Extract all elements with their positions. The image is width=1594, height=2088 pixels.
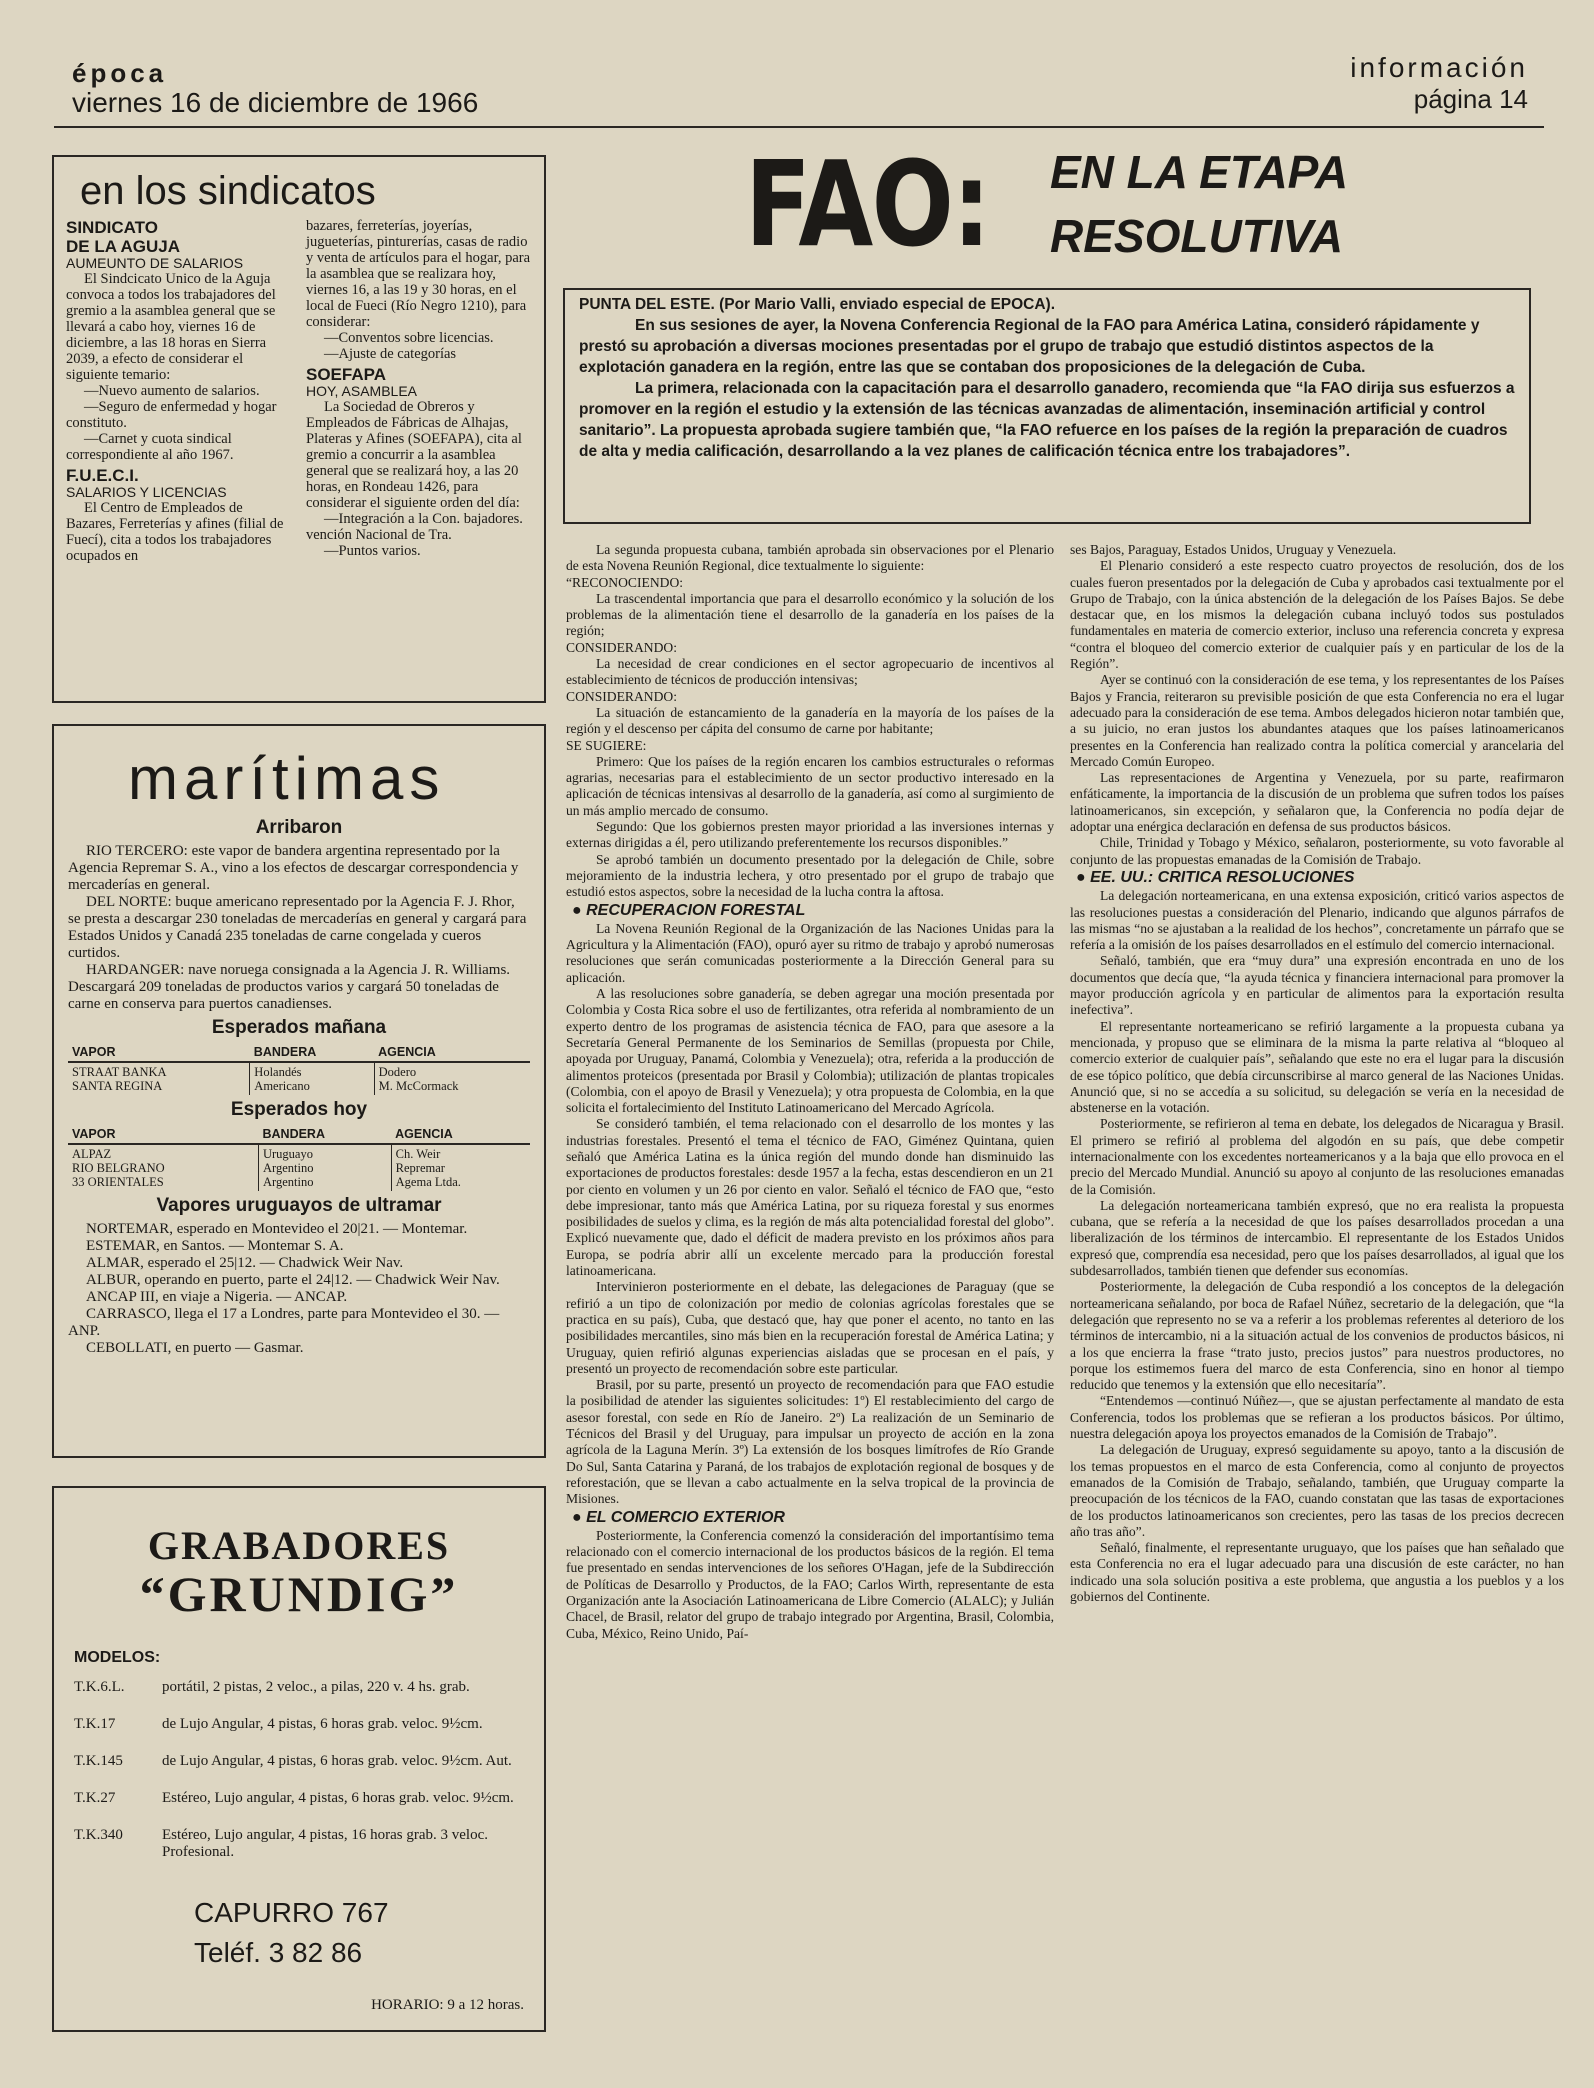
subhead-bullet: ● EL COMERCIO EXTERIOR [572, 1508, 785, 1526]
ultramar-item: NORTEMAR, esperado en Montevideo el 20|21. — Montemar. [86, 1221, 468, 1237]
paragraph: bazares, ferreterías, joyerías, jugueterías, pinturerías, casas de radio y venta de artículos para el hogar, para la asamblea que se realizara hoy, viernes 16, a las 19 y 30 horas, en el local de Fueci (Río Negro 1210), para considerar: [306, 218, 531, 330]
ultramar-list [68, 1221, 530, 1357]
column-header: VAPOR [68, 1043, 250, 1062]
paragraph: SE SUGIERE: [566, 737, 647, 753]
ad-contact [194, 1893, 524, 1973]
esperados-manana-table [68, 1043, 530, 1095]
paragraph: —Integración a la Con. bajadores. [324, 511, 523, 527]
paragraph: El Centro de Empleados de Bazares, Ferreterías y afines (filial de Fuecí), cita a todos los trabajadores ocupados en [66, 500, 284, 564]
paragraph: ses Bajos, Paraguay, Estados Unidos, Uruguay y Venezuela. [1070, 542, 1397, 557]
paragraph: La segunda propuesta cubana, también aprobada sin observaciones por el Plenario de esta Novena Reunión Regional, dice textualmente lo siguiente: [566, 542, 1054, 574]
section-heading: F.U.E.C.I. [66, 466, 139, 485]
model-row [74, 1753, 524, 1770]
column-header: BANDERA [258, 1125, 391, 1144]
paragraph: La delegación norteamericana también expresó, que no era realista la propuesta cubana, que se refería a la necesidad de que los países desarrollados procedan a una liberalización de los términos de intercambio. El representante de los Estados Unidos expresó que, comprendía esa necesidad, pero que los países desarrollados, al igual que los subdesarrollados, también tienen que defender sus economías. [1070, 1197, 1564, 1279]
model-code: T.K.17 [74, 1716, 116, 1732]
paragraph: La trascendental importancia que para el desarrollo económico y la solución de los problemas de la alimentación tiene el desarrollo de la ganadería en los países de la región; [566, 590, 1054, 639]
model-desc: portátil, 2 pistas, 2 veloc., a pilas, 220 v. 4 hs. grab. [162, 1679, 470, 1695]
maritimas-box [52, 724, 546, 1458]
model-code: T.K.6.L. [74, 1679, 125, 1695]
table-header-row [68, 1125, 530, 1144]
paragraph: Posteriormente, la delegación de Cuba respondió a los conceptos de la delegación norteamericana señalando, por boca de Rafael Núñez, secretario de la delegación, que “la delegación que represento no se va a referir a los problemas referentes al deterioro de los términos de intercambio, ni a la situación actual de los convenios de productos básicos, ni a los que encierra la frase “trato justo, precios justos” para nuestros productores, no porque los estimemos fuera del marco de esta Conferencia, sino en honor al tiempo reducido que tenemos y la extensión que ello necesitaría”. [1070, 1279, 1564, 1393]
model-desc: Estéreo, Lujo angular, 4 pistas, 16 horas grab. 3 veloc. Profesional. [162, 1827, 488, 1860]
subhead-bullet: ● RECUPERACION FORESTAL [572, 901, 806, 919]
model-row [74, 1716, 524, 1733]
table-row [68, 1144, 530, 1191]
subhead: RECUPERACION FORESTAL [586, 901, 806, 919]
ad-hours: HORARIO: 9 a 12 horas. [371, 1997, 524, 2013]
section-name: información [1350, 52, 1528, 83]
grundig-ad [52, 1486, 546, 2032]
paragraph: —Conventos sobre licencias. [324, 330, 494, 346]
ad-brand: “GRUNDIG” [139, 1566, 459, 1622]
esperados-hoy-heading: Esperados hoy [230, 1099, 368, 1120]
section-heading: DE LA AGUJA [66, 237, 180, 256]
masthead [72, 58, 478, 119]
model-code: T.K.27 [74, 1790, 116, 1806]
paragraph: “RECONOCIENDO: [566, 574, 684, 590]
ultramar-item: ALMAR, esperado el 25|12. — Chadwick Weir Nav. [86, 1255, 404, 1271]
subheading: SALARIOS Y LICENCIAS [66, 484, 227, 500]
esperados-hoy-table [68, 1125, 530, 1191]
issue-date: viernes 16 de diciembre de 1966 [72, 87, 479, 118]
ultramar-item: ESTEMAR, en Santos. — Montemar S. A. [86, 1238, 344, 1254]
article-subheadline [1050, 140, 1348, 268]
ultramar-heading: Vapores uruguayos de ultramar [156, 1195, 442, 1216]
ultramar-item: CEBOLLATI, en puerto — Gasmar. [86, 1340, 304, 1356]
section-heading: SOEFAPA [306, 365, 386, 384]
table-cell: Dodero M. McCormack [374, 1062, 530, 1095]
paragraph: “Entendemos —continuó Núñez—, que se ajustan perfectamente al mandato de esta Conferencia, todos los problemas que se refieran a los productos básicos. Por último, nuestra delegación apoya los proyectos emanados de la Comisión de Trabajo”. [1070, 1393, 1564, 1442]
paragraph: Señaló, finalmente, el representante uruguayo, que los países que han señalado que esta Conferencia no era el lugar adecuado para una discusión de este carácter, no han indicado una sola solución positiva a este problema, que angustia a los pueblos y a los gobiernos del Continente. [1070, 1540, 1564, 1604]
arrival-item: DEL NORTE: buque americano representado por la Agencia F. J. Rhor, se presta a descargar 230 toneladas de mercaderías en general y cargará para Estados Unidos y Canadá 235 toneladas de carne congelada y cueros curtidos. [68, 894, 527, 961]
paragraph: El Sindcicato Unico de la Aguja convoca a todos los trabajadores del gremio a la asamblea general que se llevará a cabo hoy, viernes 16 de diciembre, a las 18 horas en Sierra 2039, a efecto de considerar el siguiente temario: [66, 271, 276, 383]
ad-address: CAPURRO 767 [194, 1897, 389, 1928]
paragraph: Ayer se continuó con la consideración de ese tema, y los representantes de los Países Bajos y Francia, reiteraron su previsible posición de que esta Conferencia no era el lugar adecuado para la consideración de ese tema. Ambos delegados hicieron notar también que, a su juicio, no eran justos los abundantes ataques que los países latinoamericanos presentes en la Conferencia han realizado contra la política comercial y arancelaria del Mercado Común Europeo. [1070, 672, 1564, 769]
sindicatos-box [52, 155, 546, 703]
section-heading: SINDICATO [66, 218, 158, 237]
paragraph: Las representaciones de Argentina y Venezuela, por su parte, reafirmaron enfáticamente, la importancia de la discusión de un problema que sufren todos los países latinoamericanos, sin excepción, y señalaron que, la Conferencia no podía dejar de adoptar una enérgica declaración en defensa de sus productos básicos. [1070, 770, 1564, 835]
paragraph: Segundo: Que los gobiernos presten mayor prioridad a las inversiones internas y externas dirigidas a él, pero utilizando preferentemente los recursos disponibles.” [566, 819, 1054, 851]
paragraph: —Puntos varios. [324, 543, 421, 559]
ultramar-item: ANCAP III, en viaje a Nigeria. — ANCAP. [86, 1289, 348, 1305]
paragraph: Brasil, por su parte, presentó un proyecto de recomendación para que FAO estudie la posibilidad de atender las siguientes solicitudes: 1º) El restablecimiento del cargo de asesor forestal, con sede en Río de Janeiro. 2º) La realización de un Seminario de Técnicos del Brasil y del Uruguay, para impulsar un proyecto de acción en la zona agrícola de la Laguna Merín. 3º) La extensión de los bosques limítrofes de Río Grande Do Sul, Santa Catarina y Paraná, de los trabajos de explotación regional de bosques y de reforestación, que se llevan a cabo actualmente en la selva tropical de la provincia de Misiones. [566, 1377, 1054, 1507]
subheading: HOY, ASAMBLEA [306, 383, 418, 399]
sindicatos-col2 [306, 218, 532, 564]
subheading: AUMEUNTO DE SALARIOS [66, 255, 244, 271]
dateline: PUNTA DEL ESTE. (Por Mario Valli, enviado especial de EPOCA). [579, 296, 1056, 313]
paragraph: CONSIDERANDO: [566, 639, 678, 655]
paragraph: Señaló, también, que era “muy dura” una expresión encontrada en uno de los documentos que decía que, “la ayuda técnica y financiera internacional para promover la mayor producción agrícola y en particular de alimentos para la exportación resulta inefectiva”. [1070, 953, 1564, 1018]
page-number: página 14 [1413, 84, 1528, 114]
paragraph: Posteriormente, se refirieron al tema en debate, los delegados de Nicaragua y Brasil. El primero se refirió al problema del algodón en su país, que debe competir internacionalmente con los excedentes norteamericanos y a la baja que ello provoca en el precio del Mercado Mundial. Anunció su apoyo al conjunto de las resoluciones emanadas de la Comisión. [1070, 1116, 1564, 1197]
model-row [74, 1827, 524, 1861]
model-row [74, 1790, 524, 1807]
arribaron-heading: Arribaron [255, 817, 343, 838]
lead-paragraph: En sus sesiones de ayer, la Novena Conferencia Regional de la FAO para América Latina, consideró rápidamente y prestó su aprobación a diversas mociones presentadas por el grupo de trabajo que estudió distintos aspectos de la explotación ganadera en la región, entre las que se contaban dos proposiciones de la delegación de Cuba. [579, 317, 1480, 376]
article-headline: FAO: [745, 135, 990, 273]
ad-title: GRABADORES [147, 1523, 451, 1568]
paragraph: A las resoluciones sobre ganadería, se deben agregar una moción presentada por Colombia y Costa Rica sobre el uso de fertilizantes, otra referida al nombramiento de un experto dentro de los programas de asistencia técnica de FAO, para que asesore a la Secretaría General Permanente de los Seminarios de Semillas (propuesta por Chile, apoyada por Uruguay, Panamá, Colombia y Venezuela); otra, referida a la producción de alimentos proteicos (presentada por Brasil y Colombia); utilización de plantas tropicales (Colombia, con el apoyo de Brasil y Venezuela); y otra propuesta de Colombia, en la que solicita el fortalecimiento del Instituto Latinoamericano del Mercado Agrícola. [566, 986, 1054, 1116]
model-code: T.K.340 [74, 1827, 123, 1843]
paragraph: CONSIDERANDO: [566, 688, 678, 704]
paragraph: Chile, Trinidad y Tobago y México, señalaron, posteriormente, su voto favorable al conjunto de las propuestas emanadas de la Comisión de Trabajo. [1070, 835, 1564, 867]
paragraph: —Ajuste de categorías [324, 346, 457, 362]
column-header: VAPOR [68, 1125, 258, 1144]
model-desc: de Lujo Angular, 4 pistas, 6 horas grab. veloc. 9½cm. [162, 1716, 483, 1732]
paragraph: La necesidad de crear condiciones en el sector agropecuario de incentivos al establecimiento de técnicos de producción intensivas; [566, 656, 1054, 688]
paragraph: Primero: Que los países de la región encaren los cambios estructurales o reformas agrarias, necesarias para el establecimiento de un sector productivo interesado en la aplicación de técnicas intensivas al desarrollo de la ganadería, así como al surgimiento de un más amplio mercado de consumo. [566, 753, 1054, 818]
model-row [74, 1679, 524, 1696]
table-header-row [68, 1043, 530, 1062]
ad-phone: Teléf. 3 82 86 [194, 1937, 363, 1968]
paragraph: La situación de estancamiento de la ganadería en la mayoría de los países de la región y el descenso per cápita del consumo de carne por habitante; [566, 704, 1054, 737]
paragraph: Posteriormente, la Conferencia comenzó la consideración del importantísimo tema relacionado con el comercio internacional de los productos básicos de la región. El tema fue presentado en sendas intervenciones de los señores O'Hagan, jefe de la Subdirección de Políticas de Desarrollo y Productos, de la FAO; Carlos Wirth, representante de esta Organización ante la Asociación Latinoamericana de Libre Comercio (ALALC); y Julián Chacel, de Brasil, relator del grupo de trabajo integrado por Argentina, Brasil, Colombia, Cuba, México, Reino Unido, Paí- [566, 1527, 1054, 1641]
model-code: T.K.145 [74, 1753, 123, 1769]
article-lead [563, 288, 1531, 524]
ultramar-item: ALBUR, operando en puerto, parte el 24|12. — Chadwick Weir Nav. [86, 1272, 500, 1288]
table-row [68, 1062, 530, 1095]
sindicatos-columns [66, 218, 532, 564]
section-header [1350, 52, 1528, 115]
paragraph: El Plenario consideró a este respecto cuatro proyectos de resolución, dos de los cuales fueron presentados por la delegación de Cuba y aprobados casi textualmente por el Grupo de Trabajo, con la única abstención de la delegación de los Países Bajos. Se debe destacar que, en los mismos la delegación cubana incluyó todos sus postulados fundamentales en materia de comercio exterior, incluso una referencia concreta y expresa “contra el bloqueo del comercio exterior de cualquier país y en particular de los de la Región”. [1070, 558, 1564, 672]
lead-paragraph: La primera, relacionada con la capacitación para el desarrollo ganadero, recomienda que “la FAO dirija sus esfuerzos a promover en la región el estudio y la extensión de las técnicas avanzadas de alimentación, inseminación artificial y control sanitario”. La propuesta aprobada sugiere también que, “la FAO refuerce en los países de la región la preparación de cuadros de alta y media calificación, desarrollando a la vez planes de calificación técnica entre los trabajadores”. [579, 380, 1515, 460]
column-header: AGENCIA [391, 1125, 530, 1144]
esperados-manana-heading: Esperados mañana [211, 1017, 387, 1038]
model-desc: Estéreo, Lujo angular, 4 pistas, 6 horas grab. veloc. 9½cm. [162, 1790, 514, 1806]
maritimas-title: marítimas [128, 745, 446, 812]
paragraph: vención Nacional de Tra. [306, 527, 452, 543]
paragraph: Intervinieron posteriormente en el debate, las delegaciones de Paraguay (que se refirió a un tipo de colonización por medio de colonias agrícolas forestales que se practica en su país), Cuba, que destacó que, hay que poner el acento, no tanto en las posibilidades mercantiles, sino más bien en la recuperación forestal de América Latina; y Uruguay, quien refirió algunas experiencias aisladas que se procesan en el país, y presentó un proyecto de recomendación sobre este particular. [566, 1279, 1054, 1376]
models-label: MODELOS: [74, 1649, 161, 1666]
arrival-item: HARDANGER: nave noruega consignada a la Agencia J. R. Williams. Descargará 209 toneladas de productos varios y cargará 50 toneladas de carne en conserva para puertos canadienses. [68, 962, 511, 1012]
table-cell: Ch. Weir Repremar Agema Ltda. [391, 1144, 530, 1191]
table-cell: Uruguayo Argentino Argentino [258, 1144, 391, 1191]
subheadline-line: RESOLUTIVA [1050, 210, 1344, 262]
publication-name: época [72, 58, 168, 88]
arrival-item: RIO TERCERO: este vapor de bandera argentina representado por la Agencia Repremar S. A., vino a los efectos de descargar correspondencia y mercaderías en general. [68, 843, 519, 893]
sindicatos-title: en los sindicatos [80, 169, 376, 213]
paragraph: Se consideró también, el tema relacionado con el desarrollo de los montes y las industrias forestales. Presentó el tema el técnico de FAO, Giménez Quintana, quien señaló que América Latina es la única región del mundo donde han disminuido las exportaciones de productos forestales: desde 1957 a la fecha, estas descendieron en un 21 por ciento en volumen y un 26 por ciento en valor. Señaló el técnico de FAO que, “esto debe impresionar, tanto más que América Latina, por su riqueza forestal y sus enormes posibilidades de suelos y clima, es la región de más alta potencialidad forestal del globo”. Explicó nuevamente que, dado el déficit de madera previsto en los próximos años para Europa, se podría abrir allí un excelente mercado para la producción forestal latinoamericana. [566, 1116, 1054, 1279]
column-header: BANDERA [250, 1043, 374, 1062]
ultramar-item: CARRASCO, llega el 17 a Londres, parte para Montevideo el 30. — ANP. [68, 1306, 500, 1339]
table-cell: ALPAZ RIO BELGRANO 33 ORIENTALES [72, 1147, 165, 1189]
subhead: EL COMERCIO EXTERIOR [586, 1508, 785, 1526]
model-desc: de Lujo Angular, 4 pistas, 6 horas grab. veloc. 9½cm. Aut. [162, 1753, 512, 1769]
paragraph: —Nuevo aumento de salarios. [84, 383, 260, 399]
paragraph: —Seguro de enfermedad y hogar constituto. [66, 399, 277, 431]
paragraph: La delegación de Uruguay, expresó seguidamente su apoyo, tanto a la discusión de los temas propuestos en el marco de esta Conferencia, como al conjunto de proyectos emanados de la Comisión de Trabajo, señalando, también, que Uruguay comparte la preocupación de los técnicos de la FAO, cuando constatan que las tasas de exportaciones de los productos latinoamericanos son crecientes, pero las tasas de los precios decrecen año tras año”. [1070, 1442, 1564, 1539]
subheadline-line: EN LA ETAPA [1050, 146, 1349, 198]
article-column-1 [566, 542, 1054, 1642]
paragraph: La Novena Reunión Regional de la Organización de las Naciones Unidas para la Agricultura y la Alimentación (FAO), opuró ayer su ritmo de trabajo y aprobó numerosas resoluciones que serán comunicadas posteriormente a la Dirección General para su aplicación. [566, 920, 1054, 985]
paragraph: El representante norteamericano se refirió largamente a la propuesta cubana ya mencionada, y propuso que se eliminara de la misma la parte relativa al “bloqueo al comercio exterior de cualquier país”, señalando que este no era el lugar para la discusión de ese tópico político, que debía circunscribirse al marco general de las Naciones Unidas. Anunció que, si no se accedía a su solicitud, su delegación se vería en la necesidad de abstenerse en la votación. [1070, 1018, 1564, 1116]
sindicatos-col1 [66, 218, 292, 564]
table-cell: Holandés Americano [250, 1062, 374, 1095]
article-column-2 [1070, 542, 1564, 1605]
paragraph: —Carnet y cuota sindical correspondiente al año 1967. [66, 431, 234, 463]
table-cell: STRAAT BANKA SANTA REGINA [72, 1065, 167, 1093]
paragraph: La Sociedad de Obreros y Empleados de Fábricas de Alhajas, Plateras y Afines (SOEFAPA), cita al gremio a concurrir a la asamblea general que se realizará hoy, a las 20 horas, en Rondeau 1426, para considerar el siguiente orden del día: [306, 399, 522, 511]
subhead-bullet: ● EE. UU.: CRITICA RESOLUCIONES [1076, 868, 1355, 886]
arrivals-list [68, 843, 530, 1013]
header-rule [54, 126, 1544, 128]
paragraph: La delegación norteamericana, en una extensa exposición, criticó varios aspectos de las resoluciones puestas a consideración del Plenario, indicando que algunos párrafos de las mismas “no se ajustaban a la realidad de los hechos”, concretamente un párrafo que se refería a la omisión de los países desarrollados en el estímulo del comercio internacional. [1070, 888, 1564, 953]
paragraph: Se aprobó también un documento presentado por la delegación de Chile, sobre mejoramiento de la industria lechera, y otro presentado por el grupo de trabajo que estudió estos aspectos, sobre la necesidad de la lucha contra la aftosa. [566, 851, 1054, 900]
column-header: AGENCIA [374, 1043, 530, 1062]
subhead: EE. UU.: CRITICA RESOLUCIONES [1090, 868, 1355, 886]
